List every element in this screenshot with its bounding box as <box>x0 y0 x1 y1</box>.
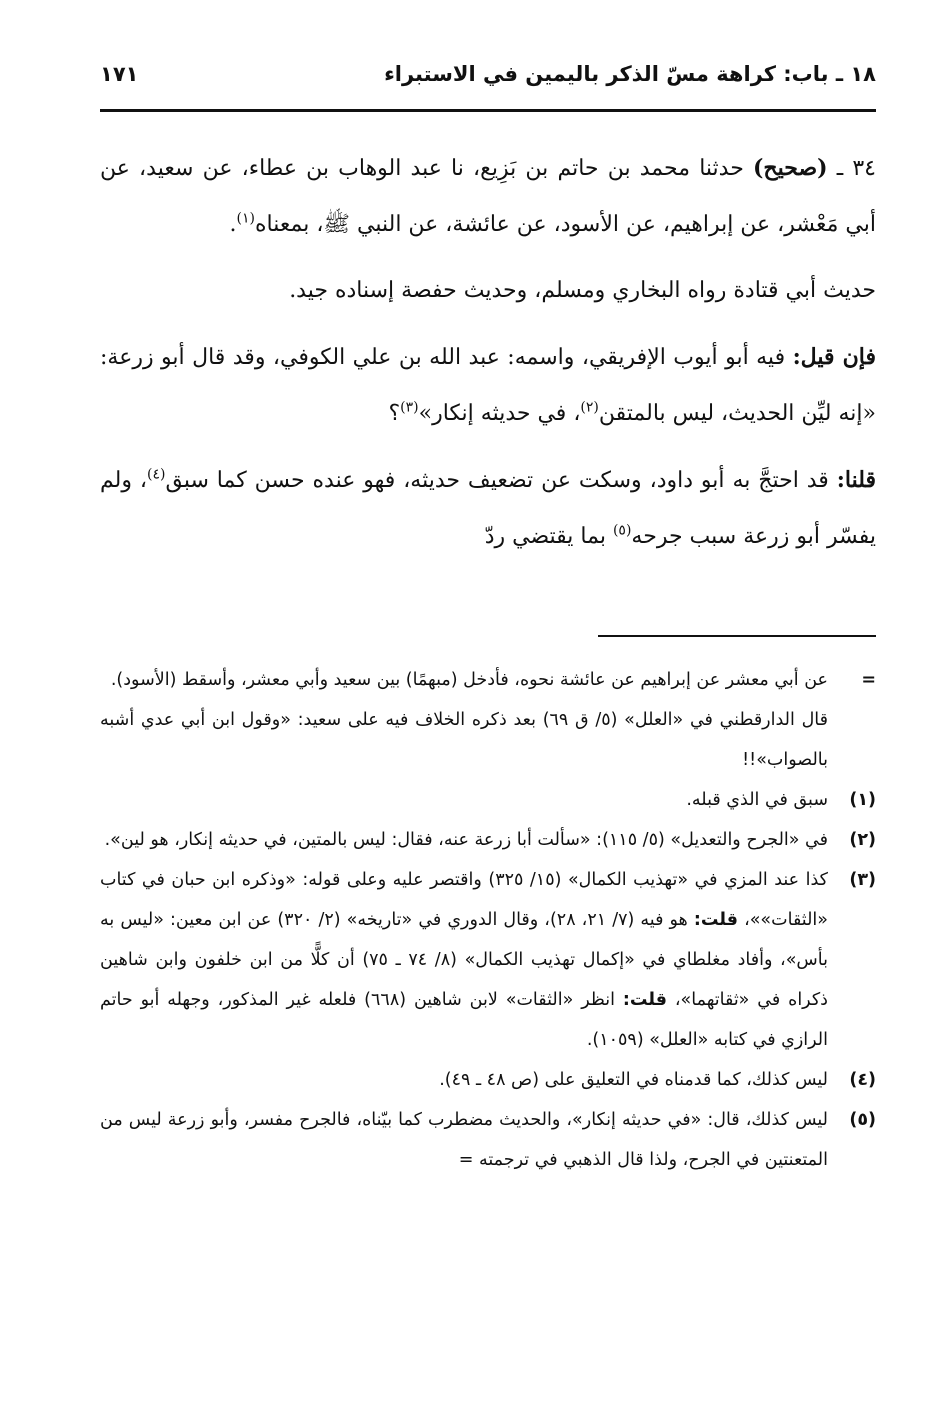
footnote-marker: (١) <box>849 790 876 810</box>
book-page <box>100 58 876 1358</box>
page-number: ١٧١ <box>100 62 139 86</box>
hadith-text: حدثنا محمد بن حاتم بن بَزِيع، نا عبد الوهاب بن عطاء، عن سعيد، عن أبي مَعْشر، عن إبراهيم، عن الأسود، عن عائشة، عن النبي ﷺ، بمعناه <box>100 156 876 237</box>
footnote-continuation: = عن أبي معشر عن إبراهيم عن عائشة نحوه، فأدخل (مبهمًا) بين سعيد وأبي معشر، وأسقط (الأسود). قال الدارقطني في «العلل» (٥/ ق ٦٩) بعد ذكره الخلاف فيه على سعيد: «وقول ابن أبي عدي أشبه بالصواب»!! <box>100 660 876 780</box>
footnote-ref-3[interactable]: (٣) <box>400 399 419 416</box>
footnotes <box>100 660 876 1180</box>
footnote-4: (٤) ليس كذلك، كما قدمناه في التعليق على (ص ٤٨ ـ ٤٩). <box>100 1060 876 1100</box>
main-text <box>100 140 876 565</box>
footnote-5: (٥) ليس كذلك، قال: «في حديثه إنكار»، والحديث مضطرب كما بيّناه، فالجرح مفسر، وأبو زرعة ليس من المتعنتين في الجرح، ولذا قال الذهبي في ترجمته = <box>100 1100 876 1180</box>
footnote-marker: (٤) <box>849 1070 876 1090</box>
footnote-1: (١) سبق في الذي قبله. <box>100 780 876 820</box>
paragraph-4: قلنا: قد احتجَّ به أبو داود، وسكت عن تضعيف حديثه، فهو عنده حسن كما سبق$^{(٤)}$، ولم يفسّر أبو زرعة سبب جرحه$^{(٥)}$ بما يقتضي ردّ <box>100 466 877 549</box>
hadith-number: ٣٤ ـ <box>836 156 876 181</box>
footnote-ref-2[interactable]: (٢) <box>580 399 599 416</box>
footnote-3: (٣) كذا عند المزي في «تهذيب الكمال» (١٥/ ٣٢٥) واقتصر عليه وعلى قوله: «وذكره ابن حبان في كتاب «الثقات»»، قلت: هو فيه (٧/ ٢١، ٢٨)، وقال الدوري في «تاريخه» (٢/ ٣٢٠) عن ابن معين: «ليس به بأس»، وأفاد مغلطاي في «إكمال تهذيب الكمال» (٨/ ٧٤ ـ ٧٥) أن كلًّا من ابن خلفون وابن شاهين ذكراه في «ثقاتهما»، قلت: انظر «الثقات» لابن شاهين (٦٦٨) فلعله غير المذكور، وجهله أبو حاتم الرازي في كتابه «العلل» (١٠٥٩). <box>100 860 876 1060</box>
footnote-ref-1[interactable]: (١) <box>236 210 256 227</box>
paragraph-2: حديث أبي قتادة رواه البخاري ومسلم، وحديث حفصة إسناده جيد. <box>289 278 876 303</box>
paragraph-3: فإن قيل: فيه أبو أيوب الإفريقي، واسمه: عبد الله بن علي الكوفي، وقد قال أبو زرعة: «إنه ليِّن الحديث، ليس بالمتقن$^{(٢)}$، في حديثه إنكار»$^{(٣)}$؟ <box>100 344 876 426</box>
footnote-marker: (٢) <box>849 830 876 850</box>
footnote-2: (٢) في «الجرح والتعديل» (٥/ ١١٥): «سألت أبا زرعة عنه، فقال: ليس بالمتين، في حديثه إنكار، هو لين». <box>100 820 876 860</box>
hadith-grade: (صحيح) <box>753 155 828 181</box>
reply-lead: قلنا: <box>836 467 877 493</box>
footnote-marker: (٥) <box>849 1110 876 1130</box>
footnote-separator <box>598 635 876 637</box>
chapter-title: ١٨ ـ باب: كراهة مسّ الذكر باليمين في الاستبراء <box>384 62 876 86</box>
running-header <box>100 58 876 110</box>
hadith-paragraph: ٣٤ ـ (صحيح) حدثنا محمد بن حاتم بن بَزِيع، نا عبد الوهاب بن عطاء، عن سعيد، عن أبي مَعْشر، عن إبراهيم، عن الأسود، عن عائشة، عن النبي ﷺ، بمعناه$^{(١)}$. <box>100 155 876 237</box>
footnote-marker: (٣) <box>849 870 876 890</box>
footnote-ref-5[interactable]: (٥) <box>612 522 632 539</box>
footnote-ref-4[interactable]: (٤) <box>147 466 166 483</box>
objection-lead: فإن قيل: <box>792 344 876 370</box>
header-rule <box>100 109 876 112</box>
continuation-marker: = <box>861 670 876 690</box>
